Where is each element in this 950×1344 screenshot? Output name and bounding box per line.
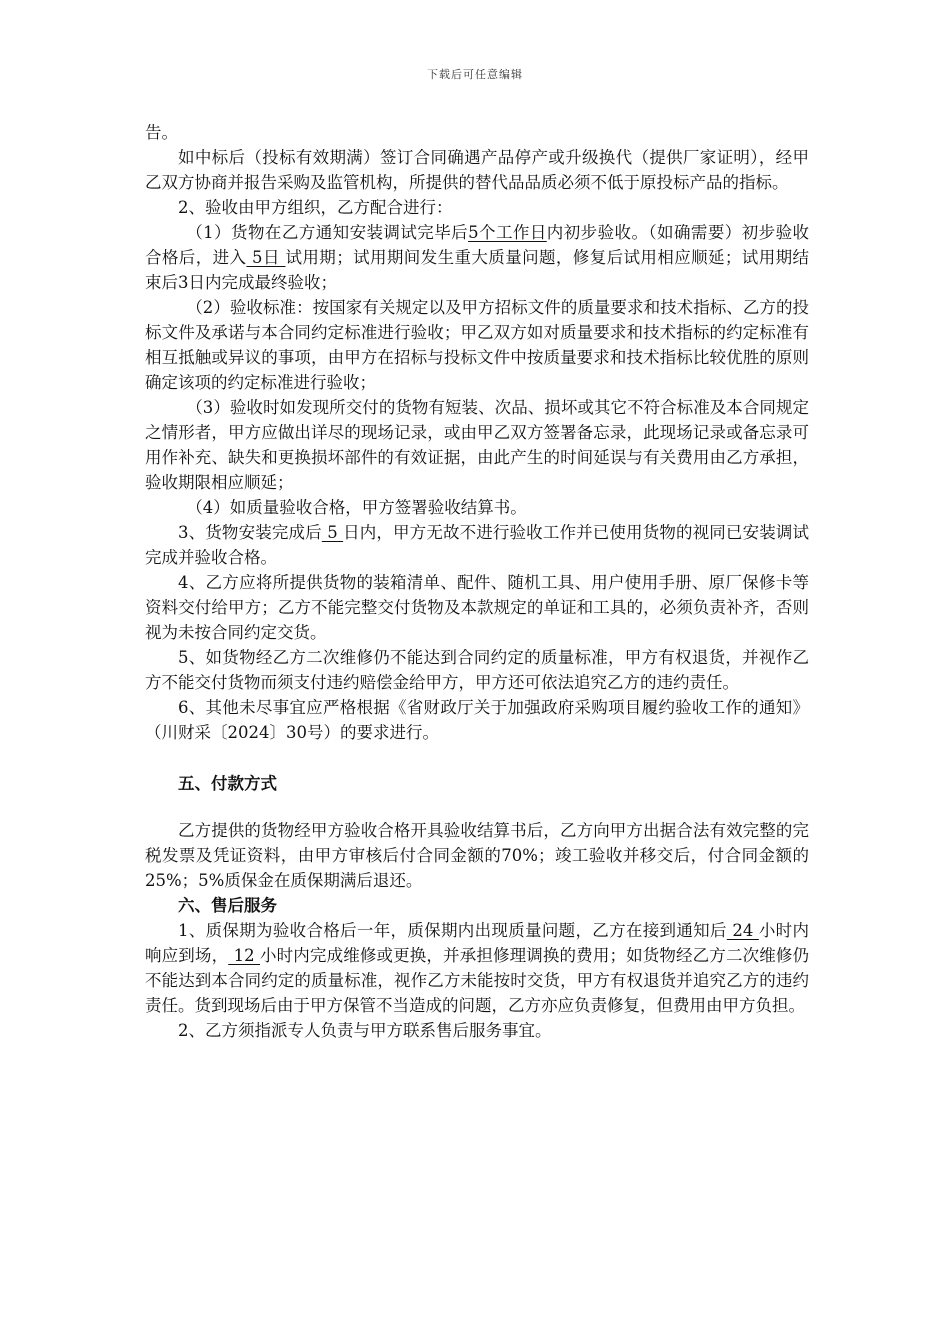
paragraph — [145, 520, 809, 570]
paragraph: （2）验收标准：按国家有关规定以及甲方招标文件的质量要求和技术指标、乙方的投标文件及承诺与本合同约定标准进行验收；甲乙双方如对质量要求和技术指标的约定标准有相互抵触或异议的事项，由甲方在招标与投标文件中按质量要求和技术指标比较优胜的原则确定该项的约定标准进行验收； — [145, 298, 809, 392]
underlined-value: 5个工作日 — [468, 223, 547, 242]
underlined-value: 24 — [726, 921, 759, 940]
paragraph: 乙方提供的货物经甲方验收合格开具验收结算书后，乙方向甲方出据合法有效完整的完税发票及凭证资料，由甲方审核后付合同金额的70%；竣工验收并移交后，付合同金额的25%；5%质保金在质保期满后退还。 — [145, 821, 809, 890]
text: （1）货物在乙方通知安装调试完毕后 — [186, 223, 469, 242]
underlined-value: 5日 — [246, 248, 286, 267]
section-heading: 六、售后服务 — [178, 896, 277, 915]
paragraph: 4、乙方应将所提供货物的装箱清单、配件、随机工具、用户使用手册、原厂保修卡等资料交付给甲方；乙方不能完整交付货物及本款规定的单证和工具的，必须负责补齐，否则视为未按合同约定交货。 — [145, 573, 809, 642]
underlined-value: 12 — [228, 946, 260, 965]
underlined-value: 5 — [321, 523, 344, 542]
section-heading: 五、付款方式 — [178, 774, 277, 793]
paragraph — [145, 918, 809, 1018]
paragraph: 2、验收由甲方组织，乙方配合进行： — [178, 198, 453, 217]
paragraph: 6、其他未尽事宜应严格根据《省财政厅关于加强政府采购项目履约验收工作的通知》（川财采〔2024〕30号）的要求进行。 — [145, 698, 809, 742]
paragraph — [145, 220, 809, 295]
paragraph: 2、乙方须指派专人负责与甲方联系售后服务事宜。 — [178, 1021, 552, 1040]
text: 试用期；试用期间发生重大质量问题，修复后试用相应顺延；试用期结束后3日内完成最终验收； — [145, 248, 810, 292]
text: 日内，甲方无故不进行验收工作并已使用货物的视同已安装调试完成并验收合格。 — [145, 523, 810, 567]
paragraph: （4）如质量验收合格，甲方签署验收结算书。 — [186, 498, 527, 517]
text: 3、货物安装完成后 — [178, 523, 322, 542]
text: 小时内完成维修或更换，并承担修理调换的费用；如货物经乙方二次维修仍不能达到本合同约定的质量标准，视作乙方未能按时交货，甲方有权退货并追究乙方的违约责任。货到现场后由于甲方保管不当造成的问题，乙方亦应负责修复，但费用由甲方负担。 — [145, 946, 810, 1015]
paragraph: 如中标后（投标有效期满）签订合同确遇产品停产或升级换代（提供厂家证明），经甲乙双方协商并报告采购及监管机构，所提供的替代品品质必须不低于原投标产品的指标。 — [145, 148, 809, 192]
page-header: 下载后可任意编辑 — [427, 68, 523, 81]
text: 小时内响应到场， — [145, 921, 809, 965]
paragraph: 告。 — [145, 123, 178, 142]
paragraph: （3）验收时如发现所交付的货物有短装、次品、损坏或其它不符合标准及本合同规定之情形者，甲方应做出详尽的现场记录，或由甲乙双方签署备忘录，此现场记录或备忘录可用作补充、缺失和更换损坏部件的有效证据，由此产生的时间延误与有关费用由乙方承担，验收期限相应顺延； — [145, 398, 809, 492]
paragraph: 5、如货物经乙方二次维修仍不能达到合同约定的质量标准，甲方有权退货，并视作乙方不能交付货物而须支付违约赔偿金给甲方，甲方还可依法追究乙方的违约责任。 — [145, 648, 809, 692]
document-body — [145, 120, 809, 1043]
text: 内初步验收。（如确需要）初步验收合格后，进入 — [145, 223, 810, 267]
text: 1、质保期为验收合格后一年，质保期内出现质量问题，乙方在接到通知后 — [178, 921, 727, 940]
